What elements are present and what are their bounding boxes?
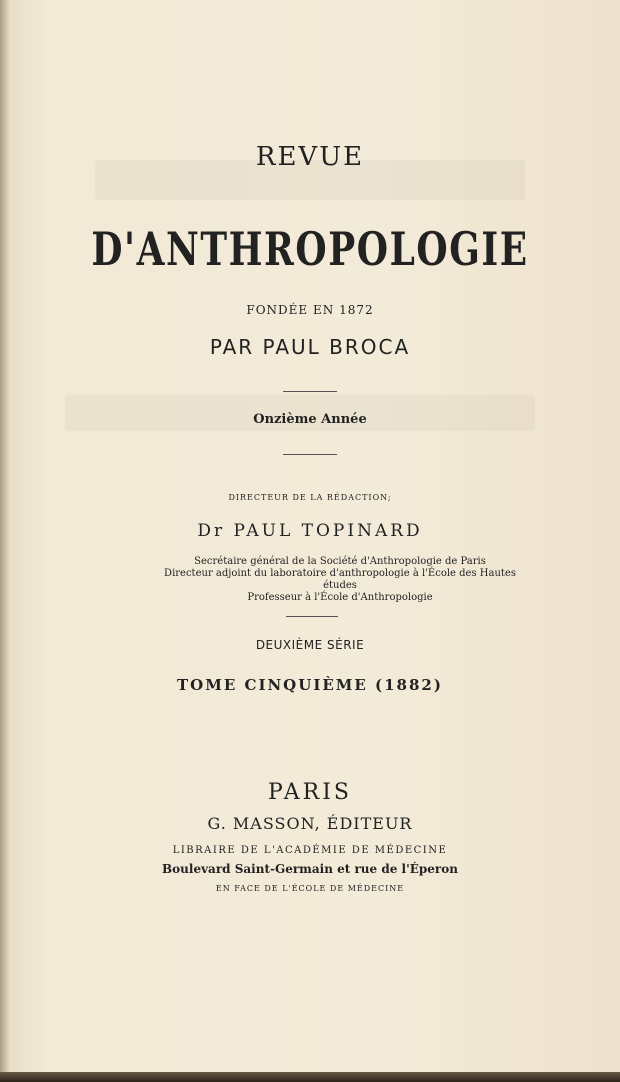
credit-line: Professeur à l'École d'Anthropologie (247, 592, 433, 603)
publisher-name: G. MASSON, ÉDITEUR (207, 814, 413, 833)
book-bottom-edge (0, 1072, 620, 1082)
founded-line: FONDÉE EN 1872 (246, 303, 374, 317)
journal-title-revue: REVUE (255, 142, 365, 172)
journal-title-main: D'ANTHROPOLOGIE (91, 222, 529, 276)
divider (283, 454, 337, 455)
founder-line: PAR PAUL BROCA (209, 335, 411, 359)
imprint-city: PARIS (268, 780, 352, 805)
location-note: EN FACE DE L'ÉCOLE DE MÉDECINE (215, 884, 405, 893)
director-credits (150, 556, 530, 604)
series-label: DEUXIÈME SÉRIE (255, 638, 365, 652)
divider (286, 616, 338, 617)
divider (283, 391, 337, 392)
credit-line: Directeur adjoint du laboratoire d'anthropologie à l'École des Hautes études (164, 568, 516, 591)
credit-line: Secrétaire général de la Société d'Anthropologie de Paris (194, 556, 486, 567)
volume-label: TOME CINQUIÈME (1882) (177, 676, 443, 694)
director-heading: DIRECTEUR DE LA RÉDACTION; (228, 493, 392, 502)
director-name: Dr PAUL TOPINARD (197, 521, 423, 541)
bookshop-line: LIBRAIRE DE L'ACADÉMIE DE MÉDECINE (172, 845, 448, 856)
year-label: Onzième Année (253, 412, 367, 427)
address-line: Boulevard Saint-Germain et rue de l'Éperon (162, 862, 458, 876)
